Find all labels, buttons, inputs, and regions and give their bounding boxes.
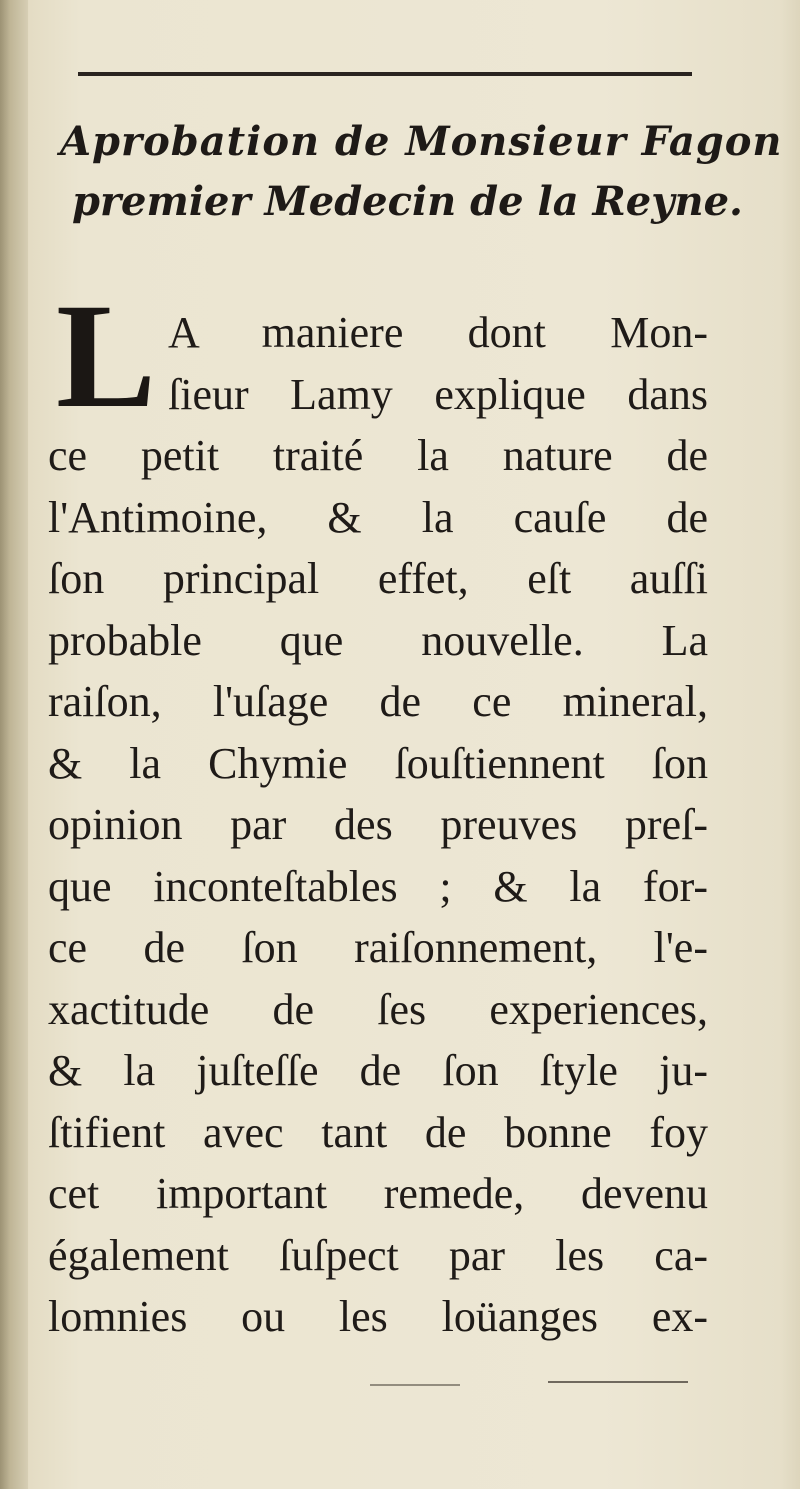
- approbation-body: [48, 302, 708, 1348]
- header-rule: [78, 72, 692, 76]
- footer-rule-left: [370, 1384, 460, 1386]
- text-line: opinion par des preuves preſ-: [48, 800, 708, 849]
- text-line: cet important remede, devenu: [48, 1169, 708, 1218]
- text-line: l'Antimoine, & la cauſe de: [48, 492, 708, 542]
- text-line: lomnies ou les loüanges ex-: [48, 1292, 708, 1341]
- approbation-heading: [60, 112, 783, 232]
- text-line: également ſuſpect par les ca-: [48, 1230, 708, 1280]
- text-line: ſieur Lamy explique dans: [168, 369, 708, 419]
- text-line: ſtifient avec tant de bonne foy: [48, 1107, 708, 1157]
- heading-line-2: premier Medecin de la Reyne.: [72, 178, 743, 225]
- text-line: ce de ſon raiſonnement, l'e-: [48, 923, 708, 972]
- text-line: probable que nouvelle. La: [48, 615, 708, 665]
- text-line: ſon principal effet, eſt auſſi: [48, 554, 708, 603]
- text-line: & la Chymie ſouſtiennent ſon: [48, 738, 708, 788]
- text-line: xactitude de ſes experiences,: [48, 984, 708, 1034]
- drop-cap: L: [56, 273, 157, 439]
- text-line: ce petit traité la nature de: [48, 431, 708, 480]
- heading-line-1: Aprobation de Monsieur Fagon: [60, 118, 783, 165]
- text-line: A maniere dont Mon-: [168, 308, 708, 357]
- text-line: que inconteſtables ; & la for-: [48, 861, 708, 911]
- text-line: & la juſteſſe de ſon ſtyle ju-: [48, 1046, 708, 1095]
- page-gutter: [0, 0, 28, 1489]
- text-line: raiſon, l'uſage de ce mineral,: [48, 677, 708, 726]
- footer-rule-right: [548, 1381, 688, 1383]
